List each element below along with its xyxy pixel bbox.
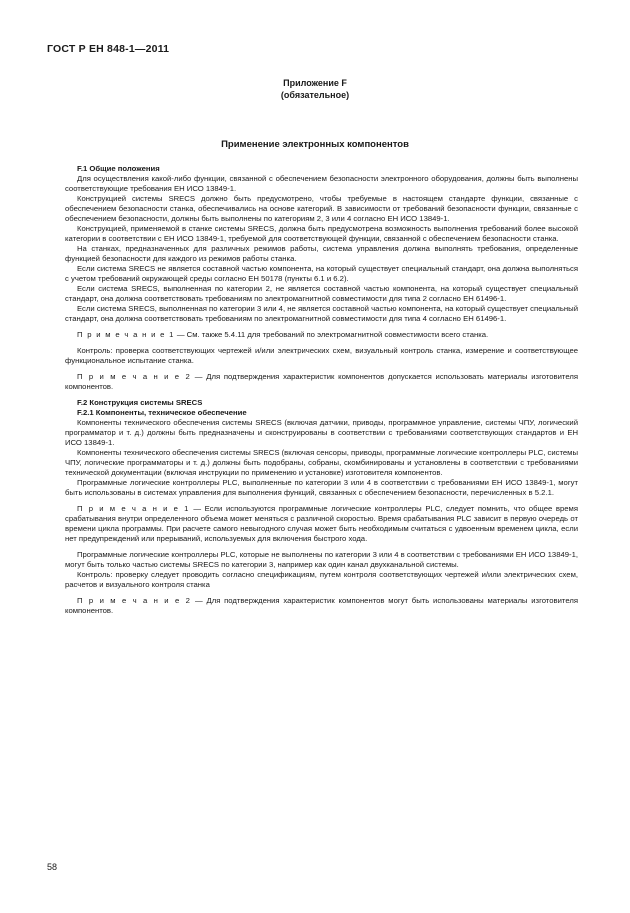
note — [65, 330, 578, 340]
paragraph: Конструкцией, применяемой в станке системы SRECS, должна быть предусмотрена возможность выполнения требований более высокой категории в соответствии с ЕН ИСО 13849-1, требуемой для соответствующей функции, связанной с обеспечением безопасности станка. — [65, 224, 578, 243]
paragraph: На станках, предназначенных для различных режимов работы, система управления должна выполнять требования, определенные функцией безопасности для каждого из режимов работы станка. — [65, 244, 578, 263]
annex-title: Применение электронных компонентов — [221, 139, 409, 150]
paragraph: Для осуществления какой-либо функции, связанной с обеспечением безопасности электронного оборудования, должны быть выполнены соответствующие требования ЕН ИСО 13849-1. — [65, 174, 578, 193]
paragraph: Если система SRECS, выполненная по категории 2, не является составной частью компонента, на который существует специальный стандарт, она должна соответствовать требованиям по электромагнитной совместимости для типа 2 согласно ЕН 61496-1. — [65, 284, 578, 303]
note-text: — См. также 5.4.11 для требований по электромагнитной совместимости всего станка. — [174, 330, 489, 339]
paragraph: Если система SRECS, выполненная по категории 3 или 4, не является составной частью компонента, на который существует специальный стандарт, она должна соответствовать требованиям по электромагнитной совместимости для типа 4 согласно ЕН 61496-1. — [65, 304, 578, 323]
paragraph: Программные логические контроллеры PLC, которые не выполнены по категории 3 или 4 в соответствии с требованиями ЕН ИСО 13849-1, могут быть только частью системы SRECS по категории 3, например как один канал двухканальной системы. — [65, 550, 578, 569]
note — [65, 372, 578, 392]
page-number: 58 — [47, 862, 58, 872]
document-body — [65, 164, 578, 616]
annex-heading — [0, 77, 630, 101]
paragraph: Конструкцией системы SRECS должно быть предусмотрено, чтобы требуемые в настоящем стандарте функции, связанные с обеспечением безопасности станка, обеспечивались на основе категорий. В зависимости от требований безопасности функции, связанные с обеспечением безопасности, должны быть выполнены по категориям 2, 3 или 4 согласно ЕН ИСО 13849-1. — [65, 194, 578, 223]
paragraph: Компоненты технического обеспечения системы SRECS (включая сенсоры, приводы, программные логические контроллеры PLC, системы ЧПУ, логические программаторы и т. д.) должны быть подобраны, собраны, скомбинированы и установлены в соответствии с требованиями технической документации (включая инструкции по применению и установке) изготовителя компонентов. — [65, 448, 578, 477]
annex-status: (обязательное) — [280, 90, 350, 100]
note-text: — Для подтверждения характеристик компонентов допускается использовать материалы изготовителя компонентов. — [65, 372, 579, 391]
note-text: — Для подтверждения характеристик компонентов могут быть использованы материалы изготовителя компонентов. — [65, 596, 578, 615]
annex-label: Приложение F — [283, 78, 347, 88]
note-label: П р и м е ч а н и е 2 — [77, 596, 192, 605]
note-text: — Если используются программные логические контроллеры PLC, следует помнить, что общее время срабатывания внутри определенного объема может меняться с различной скоростью. Время срабатывания PLC зависит в первую очередь от времени цикла программы. При расчете самого невыгодного случая может быть необходимым считаться с удвоенным временем цикла, если нет предупреждений или прерываний, используемых для включения быстрого хода. — [65, 504, 578, 543]
note-label: П р и м е ч а н и е 1 — [77, 330, 175, 339]
paragraph: Контроль: проверку следует проводить согласно спецификациям, путем контроля соответствующих чертежей и/или электрических схем, расчетов и визуального контроля станка — [65, 570, 578, 589]
note-label: П р и м е ч а н и е 2 — [77, 372, 192, 381]
note — [65, 504, 578, 544]
section-heading-f1: F.1 Общие положения — [77, 164, 160, 173]
paragraph: Контроль: проверка соответствующих чертежей и/или электрических схем, визуальный контроль станка, измерение и соответствующее функциональное испытание станка. — [65, 346, 578, 365]
paragraph: Компоненты технического обеспечения системы SRECS (включая датчики, приводы, программное управление, системы ЧПУ, логический программатор и т. д.) должны быть предназначены и сконструированы в соответствии с требованиями соответствующих стандартов и ЕН ИСО 13849-1. — [65, 418, 578, 447]
section-heading-f21: F.2.1 Компоненты, техническое обеспечение — [77, 408, 247, 417]
document-header: ГОСТ Р ЕН 848-1—2011 — [47, 43, 170, 55]
section-heading-f2: F.2 Конструкция системы SRECS — [77, 398, 203, 407]
note — [65, 596, 578, 616]
note-label: П р и м е ч а н и е 1 — [77, 504, 190, 513]
paragraph: Программные логические контроллеры PLC, выполненные по категории 3 или 4 в соответствии с требованиями ЕН ИСО 13849-1, могут быть использованы в системах управления для выполнения функций, связанных с обеспечением безопасности, перечисленных в 5.2.1. — [65, 478, 578, 497]
paragraph: Если система SRECS не является составной частью компонента, на который существует специальный стандарт, она должна выполняться с учетом требований окружающей среды согласно ЕН 50178 (пункты 6.1 и 6.2). — [65, 264, 578, 283]
